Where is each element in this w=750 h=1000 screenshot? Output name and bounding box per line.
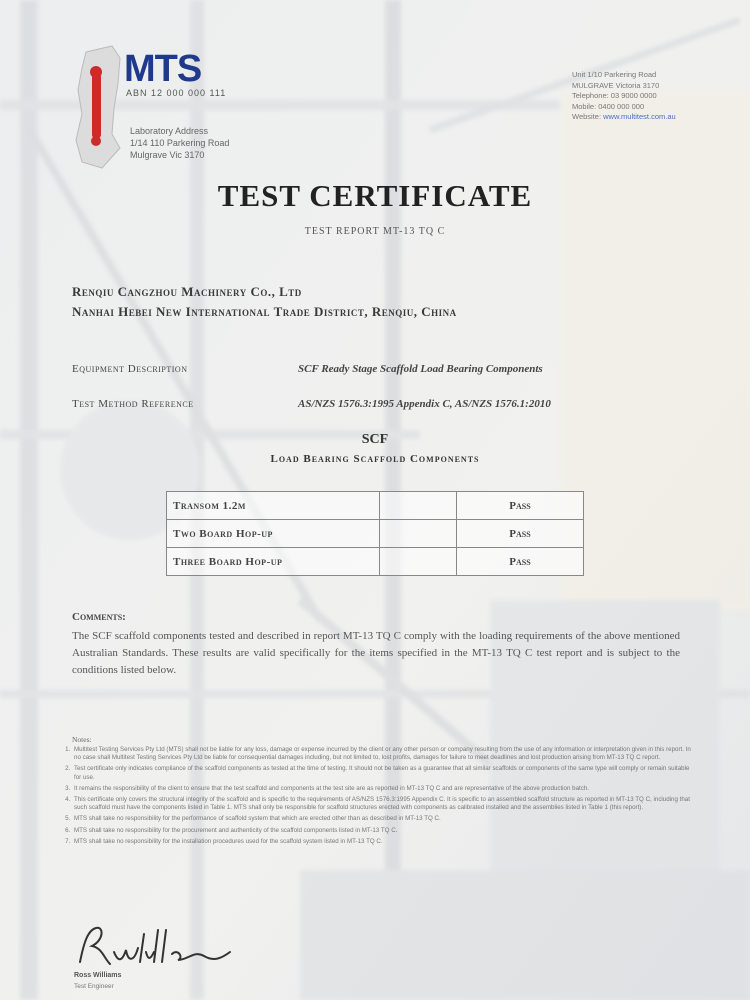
client-address: Nanhai Hebei New International Trade District, Renqiu, China <box>72 304 457 319</box>
note-item: 7. MTS shall take no responsibility for the installation procedures used for the scaffold system listed in MT-13 TQ C. <box>72 838 698 846</box>
signatory-title: Test Engineer <box>74 983 114 990</box>
client-block <box>72 282 457 322</box>
blank-cell <box>380 548 457 576</box>
table-row <box>167 520 584 548</box>
equipment-description-value: SCF Ready Stage Scaffold Load Bearing Components <box>298 363 543 375</box>
component-cell: Three Board Hop-up <box>167 548 380 576</box>
section-subtitle: Load Bearing Scaffold Components <box>270 453 480 465</box>
test-method-value: AS/NZS 1576.3:1995 Appendix C, AS/NZS 1576.1:2010 <box>298 398 551 410</box>
logo-phone: ABN 12 000 000 111 <box>126 88 227 98</box>
contact-line: Mobile: 0400 000 000 <box>572 101 645 111</box>
signatory-name: Ross Williams <box>74 972 122 979</box>
lab-line: 1/14 110 Parkering Road <box>130 138 230 148</box>
note-item: 1. Multitest Testing Services Pty Ltd (MTS) shall not be liable for any loss, damage or expense incurred by the client or any other person or company resulting from the use of any information or interpretation given in this report. In no case shall Multitest Testing Services Pty Ltd be liable for consequential damages including, but not limited to, lost profits, damages for failure to meet deadlines and lost production arising from MT-13 TQ C report. <box>72 746 698 762</box>
website-label: Website: <box>572 112 602 121</box>
website-line <box>572 112 676 123</box>
section-code: SCF <box>361 432 389 447</box>
result-cell: Pass <box>457 492 584 520</box>
certificate-title: TEST CERTIFICATE <box>217 178 533 213</box>
lab-line: Mulgrave Vic 3170 <box>130 150 205 160</box>
test-method-label: Test Method Reference <box>72 398 194 410</box>
website-link[interactable]: www.multitest.com.au <box>603 112 676 121</box>
contact-details <box>572 70 676 123</box>
contact-line: Unit 1/10 Parkering Road <box>572 70 657 79</box>
table-row <box>167 492 584 520</box>
logo-brand: MTS <box>124 48 202 90</box>
lab-line: Laboratory Address <box>130 126 209 136</box>
note-item: 6. MTS shall take no responsibility for the procurement and authenticity of the scaffold components listed in MT-13 TQ C. <box>72 827 698 835</box>
note-item: 3. It remains the responsibility of the client to ensure that the test scaffold and components at the test site are as reported in MT-13 TQ C and are representative of the above production batch. <box>72 785 698 793</box>
note-item: 5. MTS shall take no responsibility for the performance of scaffold system that which are erected other than as described in MT-13 TQ C. <box>72 815 698 823</box>
notes-heading: Notes: <box>72 735 92 744</box>
notes-list <box>58 746 698 849</box>
blank-cell <box>380 492 457 520</box>
laboratory-address <box>130 125 229 161</box>
result-cell: Pass <box>457 548 584 576</box>
blank-cell <box>380 520 457 548</box>
signature-icon <box>74 922 234 970</box>
comments-text: The SCF scaffold components tested and described in report MT-13 TQ C comply with the loading requirements of the above mentioned Australian Standards. These results are valid specifically for the items specified in the MT-13 TQ C test report and is subject to the conditions listed below. <box>72 630 680 676</box>
contact-line: MULGRAVE Victoria 3170 <box>572 80 660 90</box>
component-cell: Two Board Hop-up <box>167 520 380 548</box>
report-reference: TEST REPORT MT-13 TQ C <box>304 226 446 237</box>
result-cell: Pass <box>457 520 584 548</box>
note-item: 2. Test certificate only indicates compliance of the scaffold components as tested at the time of testing. It should not be taken as a guarantee that all similar scaffolds or components of the same type will comply or remain suitable for use. <box>72 765 698 781</box>
table-row <box>167 548 584 576</box>
results-table <box>166 491 584 576</box>
component-cell: Transom 1.2m <box>167 492 380 520</box>
equipment-description-label: Equipment Description <box>72 363 188 375</box>
contact-line: Telephone: 03 9000 0000 <box>572 91 657 100</box>
comments-heading: Comments: <box>72 611 126 623</box>
note-item: 4. This certificate only covers the structural integrity of the scaffold and is specific to the requirements of AS/NZS 1576.3:1995 Appendix C. It is specific to an assembled scaffold structure as reported in MT-13 TQ C, including that such scaffold must have the components listed in Table 1. MTS shall only be responsible for scaffold structures erected with components as calibrated installed and the assemblies listed in Table 1 (this report). <box>72 796 698 812</box>
client-name: Renqiu Cangzhou Machinery Co., Ltd <box>72 284 302 299</box>
